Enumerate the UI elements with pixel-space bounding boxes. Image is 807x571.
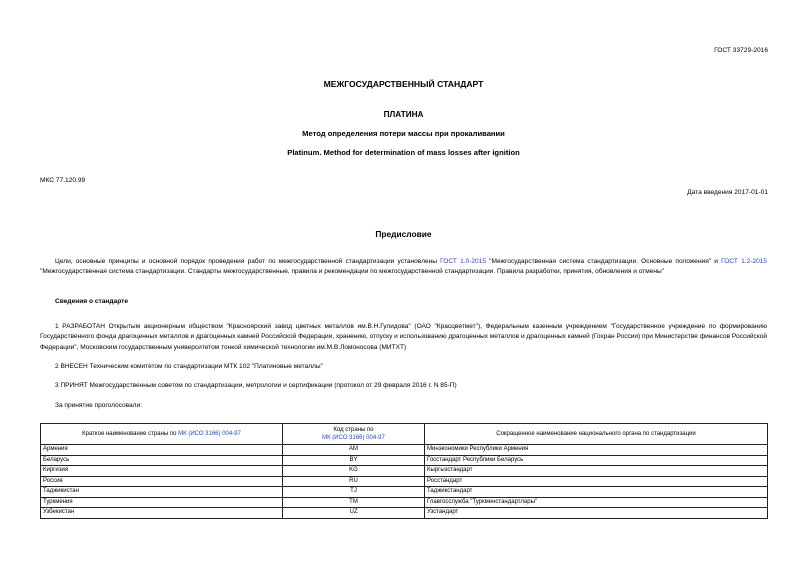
- preface-p1-text-a: Цели, основные принципы и основной порядок проведения работ по межгосударственной стандартизации установлены: [55, 258, 441, 265]
- mk-iso-link-2[interactable]: МК (ИСО 3166) 004-97: [322, 435, 385, 441]
- body-cell: Главгосслужба "Туркменстандартлары": [425, 497, 768, 508]
- code-cell: BY: [283, 455, 425, 466]
- adopted-by-paragraph: 3 ПРИНЯТ Межгосударственным советом по стандартизации, метрологии и сертификации (протокол от 29 февраля 2016 г. N 85-П): [55, 382, 457, 389]
- member-states-table: [40, 423, 768, 519]
- submitted-by-paragraph: 2 ВНЕСЕН Техническим комитетом по стандартизации МТК 102 "Платиновые металлы": [55, 363, 323, 370]
- code-cell: TJ: [283, 487, 425, 498]
- code-cell: KG: [283, 466, 425, 477]
- mk-iso-link-1[interactable]: МК (ИСО 3166) 004-97: [178, 431, 241, 437]
- body-cell: Госстандарт Республики Беларусь: [425, 455, 768, 466]
- preface-title: Предисловие: [375, 229, 432, 239]
- table-row: [41, 487, 768, 498]
- preface-p1-text-c: "Межгосударственная система стандартизации. Стандарты межгосударственные, правила и рекомендации по межгосударственной стандартизации. Правила разработки, принятия, обновления и отмены": [40, 268, 665, 276]
- code-cell: RU: [283, 476, 425, 487]
- preface-p1-text-b: "Межгосударственная система стандартизации. Основные положения" и: [485, 258, 722, 265]
- developed-by-paragraph: 1 РАЗРАБОТАН Открытым акционерным обществом "Красноярский завод цветных металлов им.В.Н.Гулидова" (ОАО "Красцветмет"), Федеральным казенным учреждением "Государственное учреждение по формированию Государственного фонда драгоценных металлов и драгоценных камней Российской Федерации, хранению, отпуску и использованию драгоценных металлов и драгоценных камней (Гохран России) при Министерстве финансов Российской Федерации", Московским государственным университетом тонкой химической технологии им.М.В.Ломоносова (МИТХТ): [40, 323, 768, 351]
- gost-1-0-link[interactable]: ГОСТ 1.0-2015: [440, 258, 486, 265]
- country-cell: Беларусь: [41, 455, 283, 466]
- standard-subtitle-ru: Метод определения потери массы при прокаливании: [302, 129, 505, 138]
- table-row: [41, 497, 768, 508]
- body-cell: Кыргызстандарт: [425, 466, 768, 477]
- country-cell: Туркмения: [41, 497, 283, 508]
- code-cell: TM: [283, 497, 425, 508]
- code-cell: UZ: [283, 508, 425, 519]
- table-row: [41, 476, 768, 487]
- body-cell: Таджикстандарт: [425, 487, 768, 498]
- table-header-row: [41, 424, 768, 445]
- country-cell: Киргизия: [41, 466, 283, 477]
- country-cell: Таджикистан: [41, 487, 283, 498]
- preface-paragraph-1: [40, 257, 767, 278]
- country-cell: Россия: [41, 476, 283, 487]
- body-cell: Росстандарт: [425, 476, 768, 487]
- document-code: ГОСТ 33729-2016: [714, 47, 768, 54]
- body-cell: Минэкономики Республики Армения: [425, 445, 768, 456]
- standard-info-heading: Сведения о стандарте: [55, 298, 129, 305]
- table-row: [41, 445, 768, 456]
- country-code-header: Код страны по МК (ИСО 3166) 004-97: [283, 424, 425, 445]
- table-row: [41, 466, 768, 477]
- table-row: [41, 455, 768, 466]
- gost-1-2-link[interactable]: ГОСТ 1.2-2015: [721, 258, 767, 265]
- introduction-date: Дата введения 2017-01-01: [687, 189, 768, 196]
- mks-code: МКС 77.120.99: [40, 177, 86, 184]
- table-row: [41, 508, 768, 519]
- code-cell: AM: [283, 445, 425, 456]
- standard-subtitle-en: Platinum. Method for determination of mass losses after ignition: [287, 148, 520, 157]
- body-cell: Узстандарт: [425, 508, 768, 519]
- country-name-header: Краткое наименование страны по МК (ИСО 3166) 004-97: [41, 424, 283, 445]
- standard-type-title: МЕЖГОСУДАРСТВЕННЫЙ СТАНДАРТ: [323, 79, 484, 89]
- country-cell: Узбекистан: [41, 508, 283, 519]
- national-body-header: Сокращенное наименование национального органа по стандартизации: [425, 424, 768, 445]
- voted-for-label: За принятие проголосовали:: [55, 402, 142, 409]
- country-cell: Армения: [41, 445, 283, 456]
- standard-name: ПЛАТИНА: [383, 110, 424, 119]
